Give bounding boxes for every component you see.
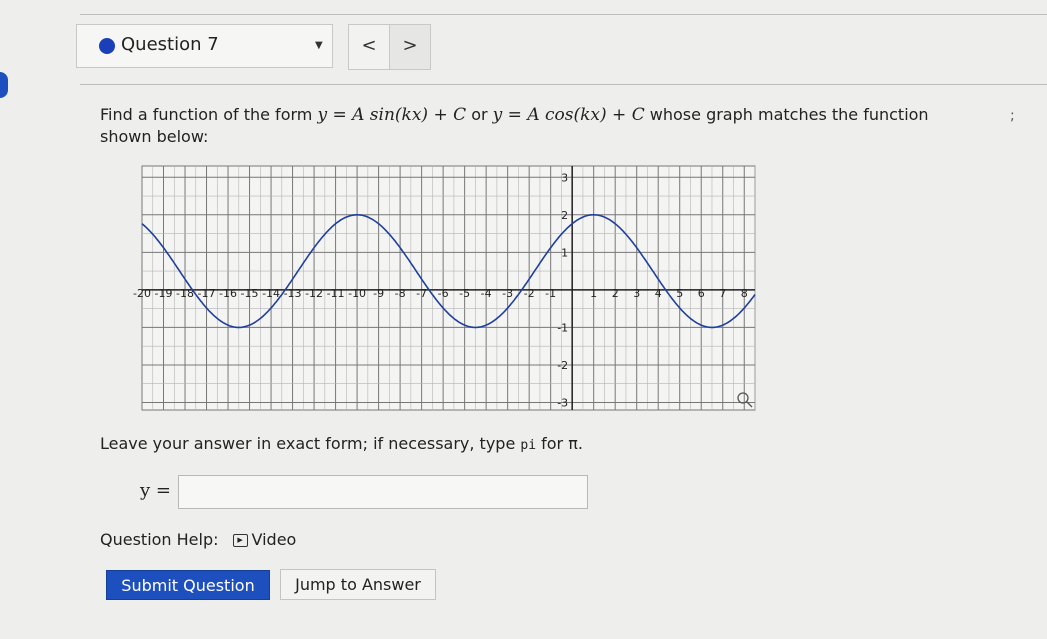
previous-question-button[interactable]: < bbox=[348, 24, 390, 70]
section-divider bbox=[80, 84, 1047, 85]
side-tab[interactable] bbox=[0, 72, 8, 98]
instructions-text-after: for π. bbox=[536, 434, 583, 453]
play-icon[interactable]: ▶ bbox=[233, 534, 248, 547]
y-tick-label: -1 bbox=[557, 321, 569, 335]
x-tick-label: 3 bbox=[633, 286, 641, 300]
instructions-text-before: Leave your answer in exact form; if necessary, type bbox=[100, 434, 521, 453]
x-tick-label: -12 bbox=[305, 286, 324, 300]
question-title: Question 7 bbox=[121, 34, 219, 55]
prompt-or: or bbox=[466, 105, 493, 124]
answer-label: y = bbox=[140, 480, 171, 501]
x-tick-label: -17 bbox=[197, 286, 216, 300]
submit-question-button[interactable]: Submit Question bbox=[106, 570, 270, 600]
x-tick-label: 5 bbox=[676, 286, 684, 300]
x-tick-label: -13 bbox=[283, 286, 302, 300]
jump-to-answer-button[interactable]: Jump to Answer bbox=[280, 569, 436, 600]
x-tick-label: -1 bbox=[545, 286, 557, 300]
question-selector[interactable] bbox=[76, 24, 333, 68]
x-tick-label: 4 bbox=[654, 286, 662, 300]
y-tick-label: 3 bbox=[561, 171, 569, 185]
y-tick-label: -3 bbox=[557, 396, 569, 410]
answer-input[interactable] bbox=[178, 475, 588, 509]
prompt-form-cos: y = A cos(kx) + C bbox=[492, 105, 645, 125]
question-help bbox=[100, 530, 296, 549]
x-tick-label: 8 bbox=[740, 286, 748, 300]
top-divider bbox=[80, 14, 1047, 15]
next-question-button[interactable]: > bbox=[389, 24, 431, 70]
status-dot-icon bbox=[99, 38, 115, 54]
x-tick-label: 6 bbox=[697, 286, 705, 300]
help-label: Question Help: bbox=[100, 530, 219, 549]
y-tick-label: -2 bbox=[557, 358, 569, 372]
x-tick-label: -20 bbox=[133, 286, 151, 300]
x-tick-label: -15 bbox=[240, 286, 259, 300]
question-prompt bbox=[100, 104, 980, 148]
x-tick-label: -6 bbox=[437, 286, 449, 300]
chevron-down-icon[interactable]: ▼ bbox=[315, 40, 323, 51]
x-tick-label: -4 bbox=[480, 286, 492, 300]
x-tick-label: 7 bbox=[719, 286, 727, 300]
x-tick-label: -10 bbox=[348, 286, 367, 300]
y-tick-label: 1 bbox=[561, 246, 569, 260]
x-tick-label: 1 bbox=[590, 286, 598, 300]
prompt-lead: Find a function of the form bbox=[100, 105, 318, 124]
x-tick-label: -9 bbox=[373, 286, 385, 300]
x-tick-label: -11 bbox=[326, 286, 345, 300]
x-tick-label: -16 bbox=[219, 286, 238, 300]
prompt-tail: whose graph matches the function shown below: bbox=[100, 105, 929, 146]
x-tick-label: -3 bbox=[502, 286, 514, 300]
video-link[interactable]: Video bbox=[251, 530, 297, 549]
x-tick-label: 2 bbox=[611, 286, 619, 300]
function-graph bbox=[133, 158, 770, 418]
x-tick-label: -5 bbox=[459, 286, 471, 300]
prompt-form-sin: y = A sin(kx) + C bbox=[317, 105, 467, 125]
stray-semicolon: ; bbox=[1010, 108, 1015, 124]
y-tick-label: 2 bbox=[561, 208, 569, 222]
x-tick-label: -2 bbox=[523, 286, 535, 300]
instructions-code: pi bbox=[520, 438, 537, 453]
instructions bbox=[100, 434, 583, 453]
x-tick-label: -18 bbox=[176, 286, 195, 300]
x-tick-label: -19 bbox=[154, 286, 173, 300]
x-tick-label: -14 bbox=[262, 286, 281, 300]
x-tick-label: -8 bbox=[394, 286, 406, 300]
x-tick-label: -7 bbox=[416, 286, 428, 300]
